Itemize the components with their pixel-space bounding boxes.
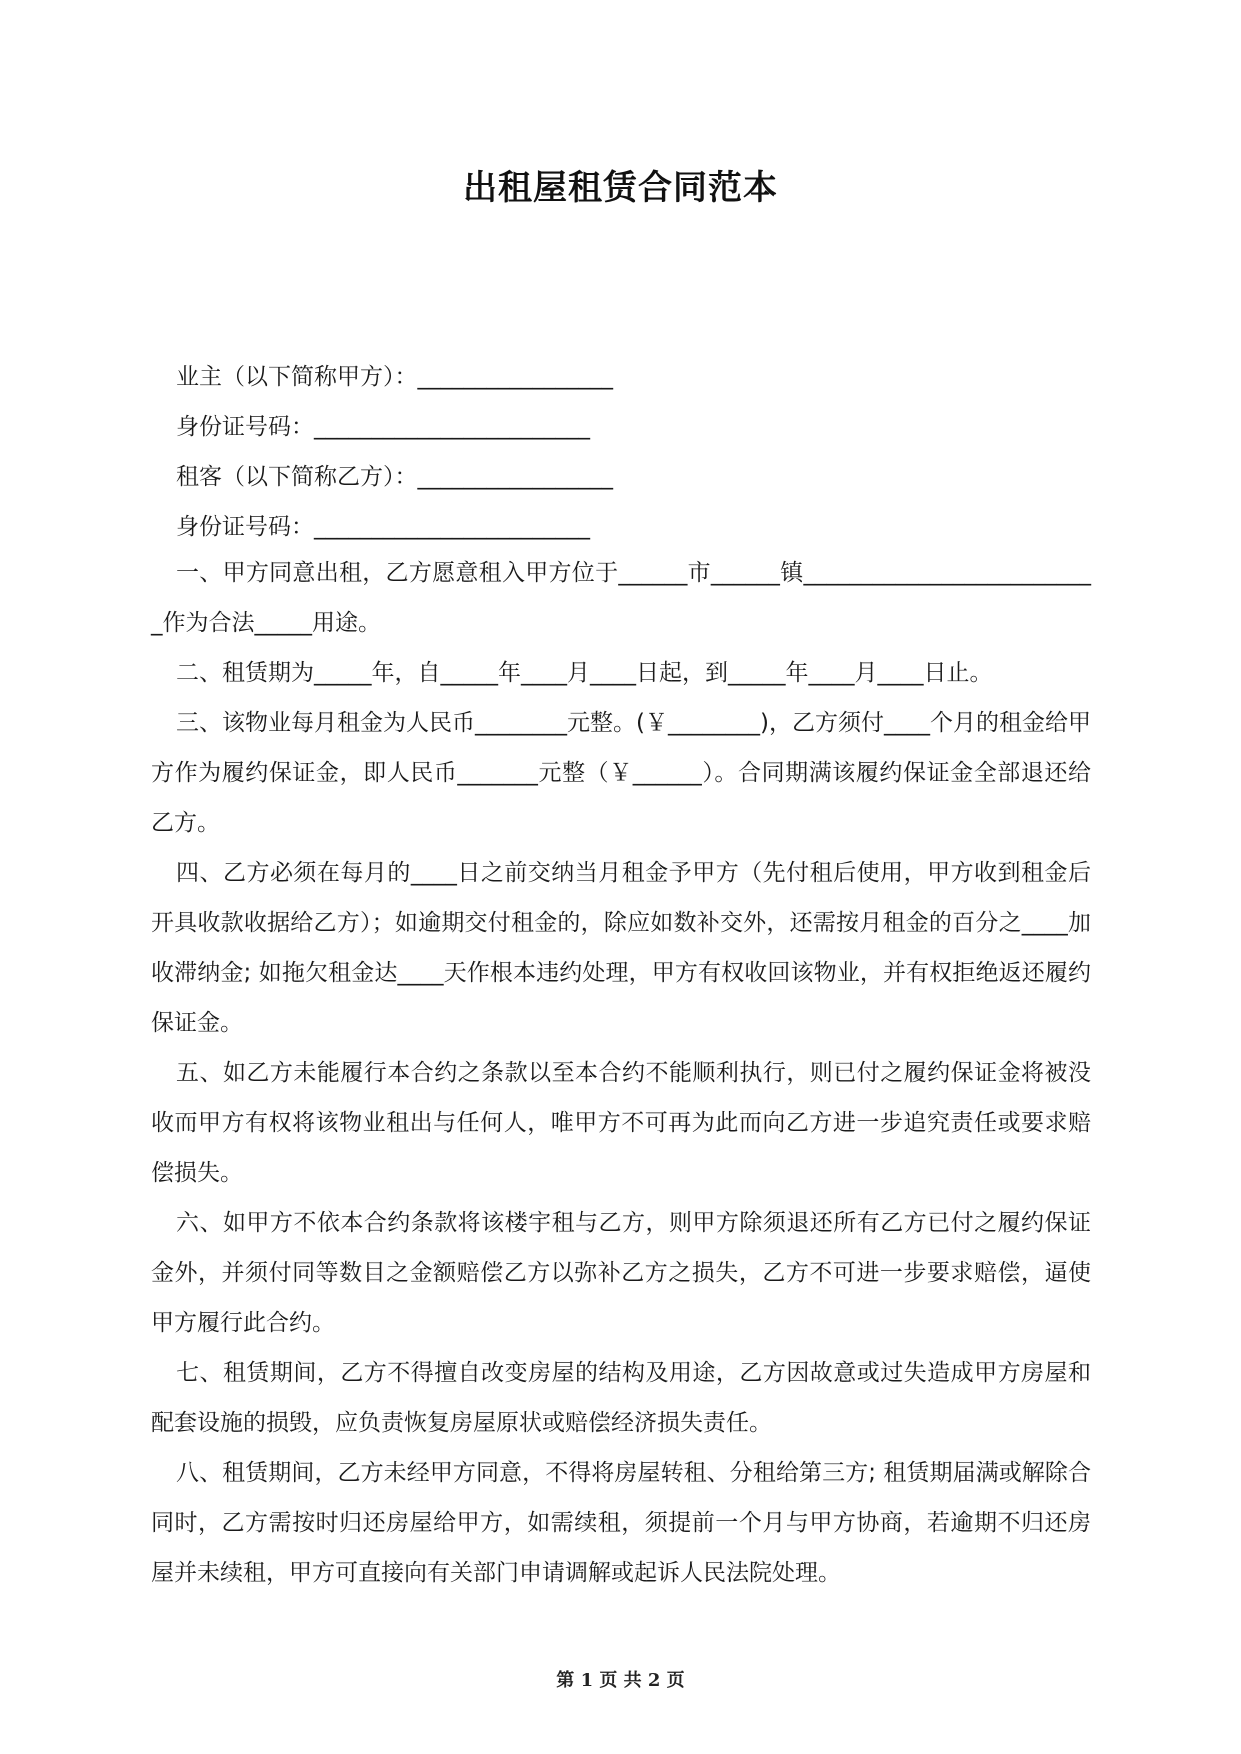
contract-clauses [151,548,1091,1598]
clause-8: 八、租赁期间，乙方未经甲方同意，不得将房屋转租、分租给第三方; 租赁期届满或解除合同时，乙方需按时归还房屋给甲方，如需续租，须提前一个月与甲方协商，若逾期不归还房屋并未续租，甲方可直接向有关部门申请调解或起诉人民法院处理。 [151,1460,1091,1586]
page-number-footer: 第 1 页 共 2 页 [556,1670,685,1691]
clause-2: 二、租赁期为_____年，自_____年____月____日起，到_____年____月____日止。 [176,660,993,686]
landlord-line: 业主（以下简称甲方）：_________________ [176,364,613,390]
clause-6: 六、如甲方不依本合约条款将该楼宇租与乙方，则甲方除须退还所有乙方已付之履约保证金外，并须付同等数目之金额赔偿乙方以弥补乙方之损失，乙方不可进一步要求赔偿，逼使甲方履行此合约。 [151,1210,1091,1336]
clause-5: 五、如乙方未能履行本合约之条款以至本合约不能顺利执行，则已付之履约保证金将被没收而甲方有权将该物业租出与任何人，唯甲方不可再为此而向乙方进一步追究责任或要求赔偿损失。 [151,1060,1091,1186]
landlord-id-line: 身份证号码：________________________ [176,414,590,440]
document-title: 出租屋租赁合同范本 [463,168,778,208]
clause-7: 七、租赁期间，乙方不得擅自改变房屋的结构及用途，乙方因故意或过失造成甲方房屋和配套设施的损毁，应负责恢复房屋原状或赔偿经济损失责任。 [151,1360,1091,1436]
clause-4: 四、乙方必须在每月的____日之前交纳当月租金予甲方（先付租后使用，甲方收到租金后开具收款收据给乙方）；如逾期交付租金的，除应如数补交外，还需按月租金的百分之____加收滞纳金; 如拖欠租金达____天作根本违约处理，甲方有权收回该物业，并有权拒绝返还履约保证金。 [151,860,1091,1036]
party-info-block [176,352,1096,552]
clause-1: 一、甲方同意出租，乙方愿意租入甲方位于______市______镇__________________________作为合法_____用途。 [151,560,1092,636]
tenant-id-line: 身份证号码：________________________ [176,514,590,540]
clause-3: 三、该物业每月租金为人民币________元整。(￥________)，乙方须付____个月的租金给甲方作为履约保证金，即人民币_______元整（￥______）。合同期满该履约保证金全部退还给乙方。 [151,710,1091,836]
tenant-line: 租客（以下简称乙方）：_________________ [176,464,613,490]
